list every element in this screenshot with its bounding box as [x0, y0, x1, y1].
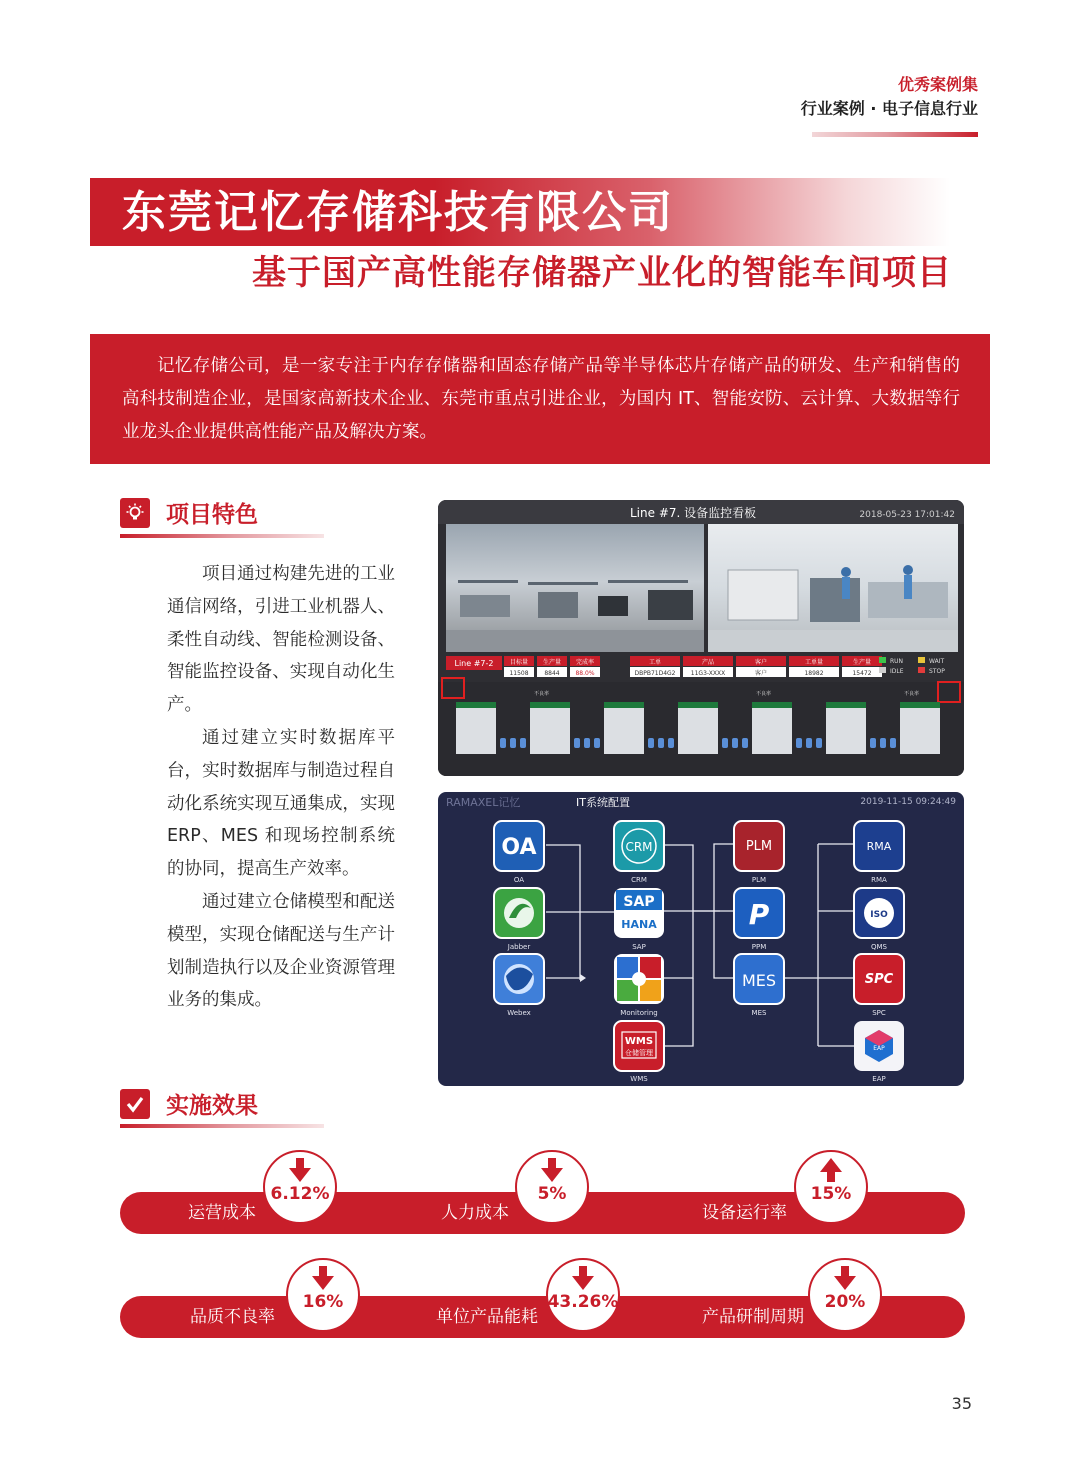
dashboard-timestamp: 2018-05-23 17:01:42	[859, 510, 955, 520]
eap-icon: EAP	[873, 1045, 885, 1052]
metric-label: 运营成本	[188, 1203, 256, 1223]
dashboard-val: 88.0%	[575, 670, 595, 677]
intro-text: 记忆存储公司，是一家专注于内存存储器和固态存储产品等半导体芯片存储产品的研发、生产和销售的高科技制造企业，是国家高新技术企业、东莞市重点引进企业，为国内 IT、智能安防、云计算、大数据等行业龙头企业提供高性能产品及解决方案。	[122, 356, 960, 442]
app-label-plm: PLM	[751, 876, 767, 884]
app-label-eap: EAP	[872, 1075, 886, 1083]
dashboard-val: 11508	[509, 670, 529, 677]
rma-icon: RMA	[866, 840, 892, 853]
app-label-crm: CRM	[631, 876, 647, 884]
app-label-jabber: Jabber	[507, 943, 531, 951]
it-timestamp: 2019-11-15 09:24:49	[860, 797, 956, 807]
lightbulb-icon	[120, 498, 150, 528]
oa-icon: OA	[501, 835, 537, 860]
features-underline	[120, 534, 324, 538]
wms-icon: WMS	[624, 1036, 654, 1047]
metric-label: 品质不良率	[190, 1307, 275, 1327]
arrow-down-icon	[289, 1158, 311, 1182]
dashboard-col: 工单	[648, 659, 662, 666]
machine-status-label: 不良率	[534, 691, 550, 697]
series-title: 优秀案例集	[897, 75, 978, 94]
metric-value: 20%	[824, 1292, 866, 1312]
dashboard-col: 客户	[754, 659, 768, 666]
checkmark-icon	[120, 1089, 150, 1119]
dashboard-col: 生产量	[542, 659, 562, 666]
dashboard-col: 完成率	[575, 659, 595, 666]
sap-hana-label: HANA	[621, 918, 657, 931]
it-title: IT系统配置	[576, 796, 630, 809]
results-underline	[120, 1124, 324, 1128]
it-brand: RAMAXEL记忆	[446, 796, 521, 809]
dashboard-col: 生产量	[852, 659, 872, 666]
metric-value: 16%	[302, 1292, 344, 1312]
jabber-icon	[504, 898, 534, 928]
dashboard-val: 8844	[544, 670, 560, 677]
app-label-monitoring: Monitoring	[620, 1009, 658, 1017]
dashboard-col: 目标量	[509, 659, 529, 666]
features-title: 项目特色	[166, 502, 258, 528]
legend-stop: STOP	[929, 668, 945, 675]
project-title: 基于国产高性能存储器产业化的智能车间项目	[252, 253, 952, 293]
dashboard-line-tag: Line #7-2	[454, 659, 494, 668]
metric-circle	[286, 1258, 360, 1332]
dashboard-val: 11G3-XXXX	[690, 670, 726, 677]
legend-wait: WAIT	[929, 658, 945, 665]
app-label-qms: QMS	[871, 943, 887, 951]
metric-circle	[263, 1150, 337, 1224]
dashboard-val: 18982	[804, 670, 824, 677]
metric-label: 单位产品能耗	[436, 1307, 538, 1327]
app-label-rma: RMA	[871, 876, 887, 884]
arrow-down-icon	[541, 1158, 563, 1182]
metric-value: 6.12%	[270, 1184, 330, 1204]
page-number: 35	[951, 1394, 972, 1413]
intro-box	[90, 334, 990, 464]
legend-run: RUN	[890, 658, 904, 665]
crm-icon: CRM	[625, 840, 653, 854]
results-title: 实施效果	[166, 1093, 258, 1119]
it-config-screenshot	[438, 792, 964, 1086]
series-header	[801, 74, 978, 122]
ppm-icon: P	[748, 898, 770, 931]
feature-paragraph: 项目通过构建先进的工业通信网络，引进工业机器人、柔性自动线、智能检测设备、智能监控设备、实现自动化生产。	[167, 564, 395, 716]
features-text	[167, 558, 395, 1017]
metric-circle	[515, 1150, 589, 1224]
spc-icon: SPC	[864, 972, 894, 987]
arrow-down-icon	[572, 1266, 594, 1290]
metric-value: 5%	[537, 1184, 567, 1204]
app-label-webex: Webex	[507, 1009, 531, 1017]
metric-label: 设备运行率	[702, 1203, 787, 1223]
dashboard-val: 客户	[754, 670, 768, 677]
feature-paragraph: 通过建立仓储模型和配送模型，实现仓储配送与生产计划制造执行以及企业资源管理业务的集成。	[167, 891, 395, 1011]
qms-icon: ISO	[870, 910, 888, 920]
metric-circle	[808, 1258, 882, 1332]
metric-label: 产品研制周期	[702, 1307, 804, 1327]
mes-icon: MES	[741, 971, 777, 990]
plm-icon: PLM	[745, 839, 773, 854]
legend-idle: IDLE	[890, 668, 904, 675]
app-label-oa: OA	[513, 876, 525, 884]
arrow-down-icon	[312, 1266, 334, 1290]
results-heading	[120, 1087, 258, 1120]
dashboard-val: DBPB71D4G2	[634, 670, 676, 677]
dashboard-val: 15472	[852, 670, 872, 677]
metric-label: 人力成本	[441, 1203, 509, 1223]
app-label-sap: SAP	[632, 943, 646, 951]
dashboard-col: 产品	[701, 659, 715, 666]
metric-value: 15%	[810, 1184, 852, 1204]
metric-value: 43.26%	[547, 1292, 619, 1312]
feature-paragraph: 通过建立实时数据库平台，实时数据库与制造过程自动化系统实现互通集成，实现 ERP、MES 和现场控制系统的协同，提高生产效率。	[167, 727, 395, 880]
monitoring-dashboard-screenshot	[438, 500, 964, 776]
app-label-spc: SPC	[872, 1009, 886, 1017]
app-label-wms: WMS	[630, 1075, 648, 1083]
machine-status-label: 不良率	[756, 691, 772, 697]
features-heading	[120, 496, 258, 529]
metric-circle	[794, 1150, 868, 1224]
header-accent-bar	[812, 132, 978, 137]
metric-circle	[546, 1258, 620, 1332]
machine-status-label: 不良率	[904, 691, 920, 697]
app-label-ppm: PPM	[751, 943, 767, 951]
dashboard-col: 工单量	[804, 659, 824, 666]
dashboard-title: Line #7. 设备监控看板	[630, 506, 757, 520]
sap-icon: SAP	[623, 894, 655, 910]
arrow-down-icon	[834, 1266, 856, 1290]
wms-subtitle: 仓储管理	[625, 1049, 653, 1057]
company-title: 东莞记忆存储科技有限公司	[122, 187, 674, 238]
arrow-up-icon	[820, 1158, 842, 1182]
series-category: 行业案例 · 电子信息行业	[800, 99, 978, 118]
app-label-mes: MES	[751, 1009, 767, 1017]
